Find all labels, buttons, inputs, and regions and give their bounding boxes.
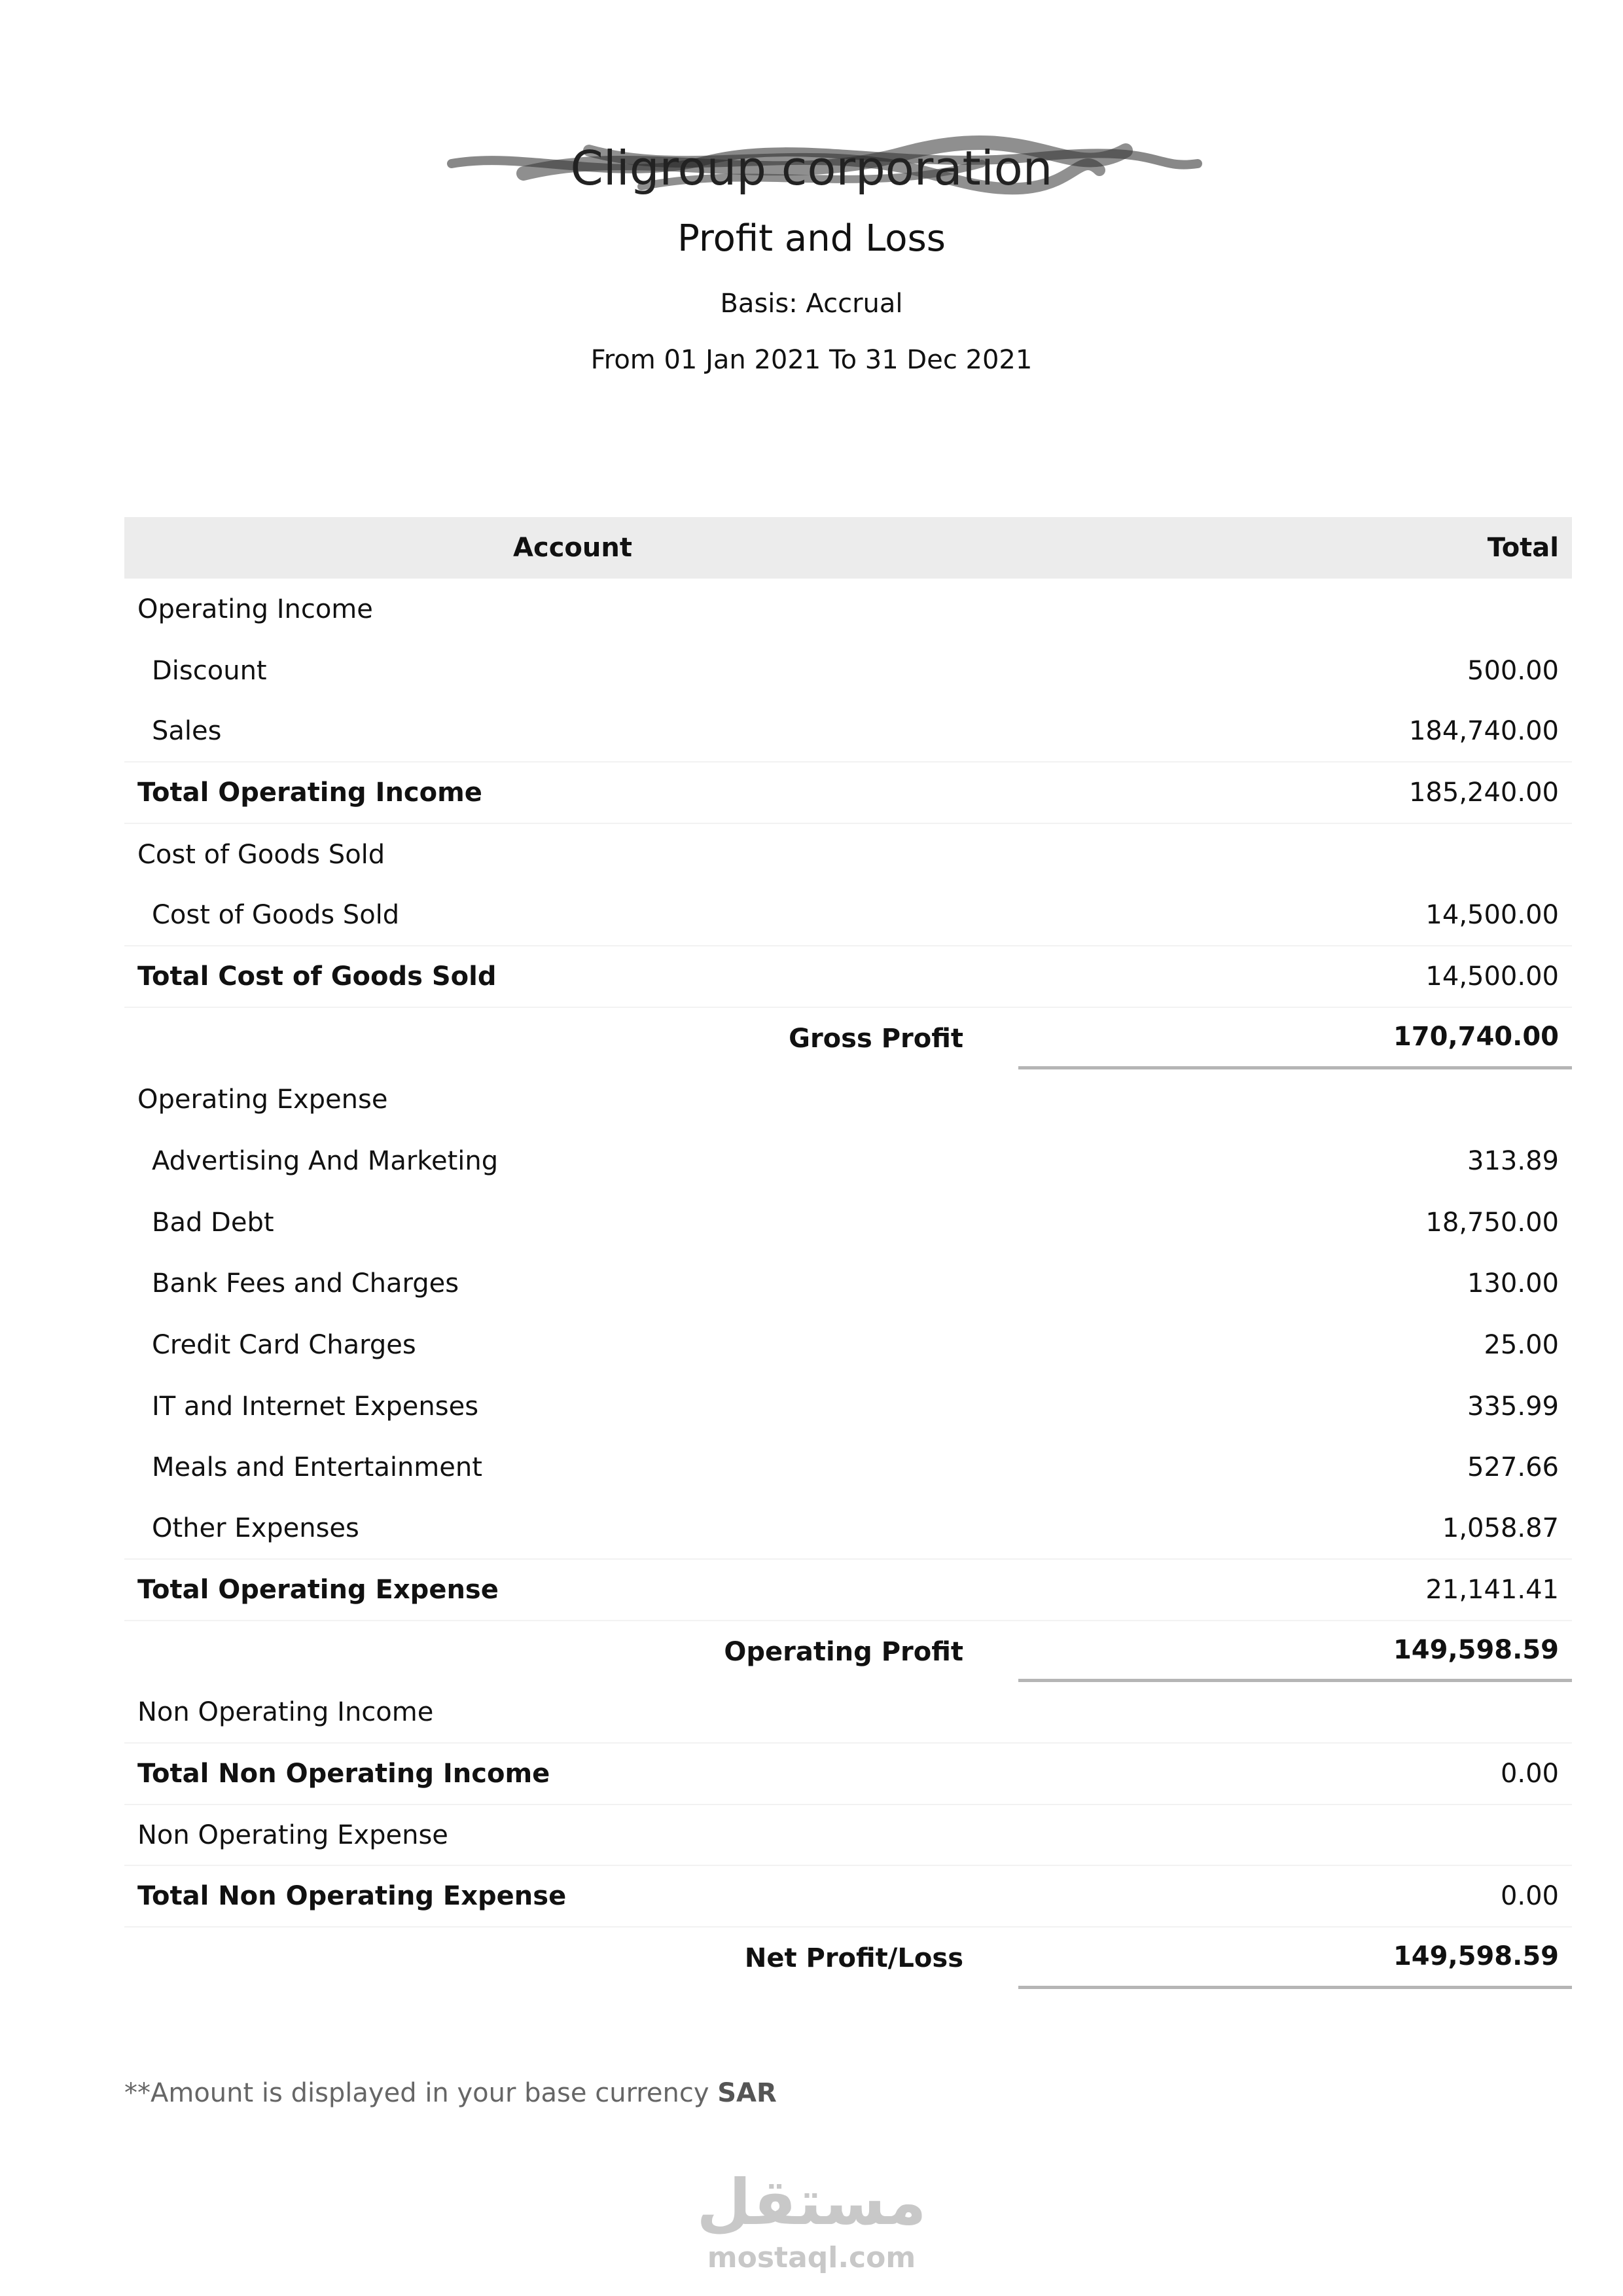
gross-profit-value: 170,740.00 <box>1018 1008 1572 1069</box>
account-label: Advertising And Marketing <box>152 1146 499 1177</box>
company-name: Cligroup corporation <box>570 141 1053 196</box>
table-row <box>124 1192 1572 1253</box>
net-profit-label: Net Profit/Loss <box>744 1943 963 1973</box>
total-value: 185,240.00 <box>1408 777 1559 808</box>
net-profit-value: 149,598.59 <box>1018 1928 1572 1989</box>
total-row-non-operating-income <box>124 1744 1572 1805</box>
total-row-cogs <box>124 946 1572 1008</box>
profit-loss-table <box>124 517 1572 1989</box>
account-label: Sales <box>152 716 222 747</box>
account-label: Meals and Entertainment <box>152 1452 482 1483</box>
watermark-latin: mostaql.com <box>707 2241 916 2274</box>
account-value: 14,500.00 <box>1425 900 1559 931</box>
section-heading-label: Operating Expense <box>137 1085 388 1115</box>
table-row <box>124 1253 1572 1315</box>
account-value: 335.99 <box>1467 1391 1559 1422</box>
table-row <box>124 1130 1572 1192</box>
section-heading-operating-income <box>124 579 1572 640</box>
account-label: Bad Debt <box>152 1207 274 1238</box>
account-value: 1,058.87 <box>1442 1513 1559 1544</box>
account-label: Discount <box>152 655 267 686</box>
net-profit-row <box>124 1928 1572 1989</box>
account-value: 184,740.00 <box>1408 716 1559 747</box>
account-value: 500.00 <box>1467 655 1559 686</box>
table-row <box>124 1437 1572 1499</box>
gross-profit-row <box>124 1008 1572 1069</box>
column-header-account: Account <box>513 533 632 563</box>
total-value: 0.00 <box>1500 1881 1559 1912</box>
total-label: Total Cost of Goods Sold <box>137 961 497 992</box>
table-row <box>124 1314 1572 1376</box>
footnote-currency: SAR <box>717 2078 777 2108</box>
section-heading-label: Non Operating Income <box>137 1697 434 1728</box>
account-label: Bank Fees and Charges <box>152 1268 459 1299</box>
table-header <box>124 517 1572 579</box>
total-value: 21,141.41 <box>1425 1574 1559 1605</box>
total-row-non-operating-expense <box>124 1866 1572 1928</box>
total-label: Total Non Operating Expense <box>137 1881 567 1912</box>
section-heading-label: Non Operating Expense <box>137 1820 448 1850</box>
currency-footnote <box>124 2075 777 2111</box>
account-value: 25.00 <box>1484 1330 1559 1361</box>
section-heading-cogs <box>124 824 1572 886</box>
table-row <box>124 885 1572 946</box>
section-heading-label: Operating Income <box>137 594 373 624</box>
footnote-text: **Amount is displayed in your base currency <box>124 2078 709 2108</box>
section-heading-non-operating-expense <box>124 1805 1572 1867</box>
total-value: 14,500.00 <box>1425 961 1559 992</box>
total-row-operating-expense <box>124 1560 1572 1621</box>
operating-profit-value: 149,598.59 <box>1018 1621 1572 1683</box>
account-label: IT and Internet Expenses <box>152 1391 479 1422</box>
table-row <box>124 1376 1572 1437</box>
table-row <box>124 640 1572 702</box>
account-value: 313.89 <box>1467 1146 1559 1177</box>
gross-profit-label: Gross Profit <box>789 1023 963 1054</box>
table-row <box>124 701 1572 762</box>
section-heading-non-operating-income <box>124 1682 1572 1744</box>
total-label: Total Non Operating Income <box>137 1758 550 1789</box>
account-value: 130.00 <box>1467 1268 1559 1299</box>
account-value: 527.66 <box>1467 1452 1559 1483</box>
report-period: From 01 Jan 2021 To 31 Dec 2021 <box>590 345 1033 375</box>
table-row <box>124 1498 1572 1560</box>
account-label: Other Expenses <box>152 1513 359 1544</box>
total-row-operating-income <box>124 762 1572 824</box>
mostaql-watermark <box>0 2166 1623 2278</box>
column-header-total: Total <box>1487 533 1559 563</box>
section-heading-operating-expense <box>124 1069 1572 1131</box>
section-heading-label: Cost of Goods Sold <box>137 839 385 870</box>
total-value: 0.00 <box>1500 1758 1559 1789</box>
total-label: Total Operating Expense <box>137 1574 499 1605</box>
watermark-arabic: مستقل <box>696 2166 927 2239</box>
account-value: 18,750.00 <box>1425 1207 1559 1238</box>
account-label: Cost of Goods Sold <box>152 900 400 931</box>
report-title: Profit and Loss <box>677 217 946 260</box>
account-label: Credit Card Charges <box>152 1330 416 1361</box>
report-basis: Basis: Accrual <box>720 289 903 319</box>
total-label: Total Operating Income <box>137 777 482 808</box>
operating-profit-row <box>124 1621 1572 1683</box>
operating-profit-label: Operating Profit <box>724 1636 963 1667</box>
